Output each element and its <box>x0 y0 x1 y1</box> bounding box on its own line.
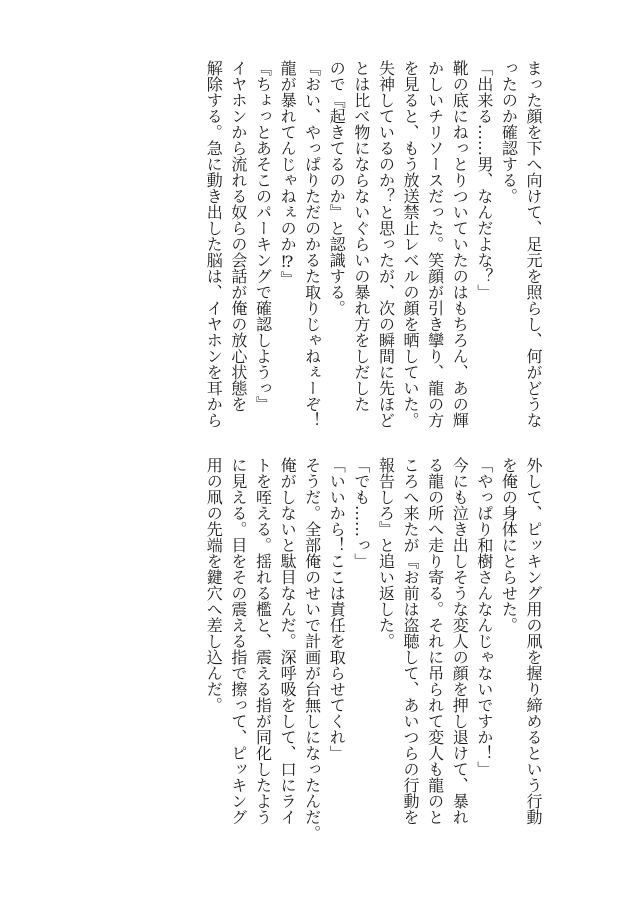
text-line: 報告しろ』と追い返した。 <box>376 457 396 649</box>
text-line: トを咥える。揺れる檻と、震える指が同化したよう <box>253 457 273 825</box>
text-line: とは比べ物にならないぐらいの暴れ方をしだした <box>351 60 371 412</box>
text-line: 靴の底にねっとりついていたのはもちろん、あの輝 <box>450 60 470 428</box>
text-line: に見える。目をその震える指で擦って、ピッキング <box>228 457 248 825</box>
text-line: ころへ来たが『お前は盗聴して、あいつらの行動を <box>401 457 421 825</box>
text-line: を俺の身体にとらせた。 <box>499 457 519 633</box>
text-line: 「いいから！ここは責任を取らせてくれ」 <box>327 457 347 761</box>
text-line: 『ちょっとあそこのパーキングで確認しようっ』 <box>253 60 273 412</box>
text-line: る龍の所へ走り寄る。それに吊られて変人も龍のと <box>425 457 445 825</box>
text-line: かしいチリソースだった。笑顔が引き攣り、龍の方 <box>425 60 445 428</box>
text-line: 「出来る……男、なんだよな？」 <box>474 60 494 300</box>
text-line: 今にも泣き出しそうな変人の顔を押し退けて、暴れ <box>450 457 470 825</box>
text-line: 「でも……っ」 <box>351 457 371 569</box>
text-line: そうだ。全部俺のせいで計画が台無しになったんだ。 <box>302 457 322 841</box>
text-line: ったのか確認する。 <box>499 60 519 204</box>
text-line: ので『起きてるのか』と認識する。 <box>327 60 347 316</box>
text-line: 失神しているのか？と思ったが、次の瞬間に先ほど <box>376 60 396 428</box>
text-line: を見ると、もう放送禁止レベルの顔を晒していた。 <box>401 60 421 428</box>
text-line: 「やっぱり和樹さんなんじゃないですか！」 <box>474 457 494 777</box>
text-line: 用の凧の先端を鍵穴へ差し込んだ。 <box>204 457 224 713</box>
text-line: 解除する。急に動き出した脳は、イヤホンを耳から <box>204 60 224 428</box>
text-line: イヤホンから流れる奴らの会話が俺の放心状態を <box>228 60 248 412</box>
text-line: 俺がしないと駄目なんだ。深呼吸をして、口にライ <box>278 457 298 825</box>
text-line: まった顔を下へ向けて、足元を照らし、何がどうな <box>524 60 543 428</box>
lower-text-tier <box>101 457 545 841</box>
text-line: 龍が暴れてんじゃねぇのか⁉』 <box>278 60 298 287</box>
text-line: 『おい、やっぱりただのかるた取りじゃねぇーぞ！ <box>302 60 322 428</box>
upper-text-tier <box>101 60 545 430</box>
text-line: 外して、ピッキング用の凧を握り締めるという行動 <box>524 457 543 825</box>
